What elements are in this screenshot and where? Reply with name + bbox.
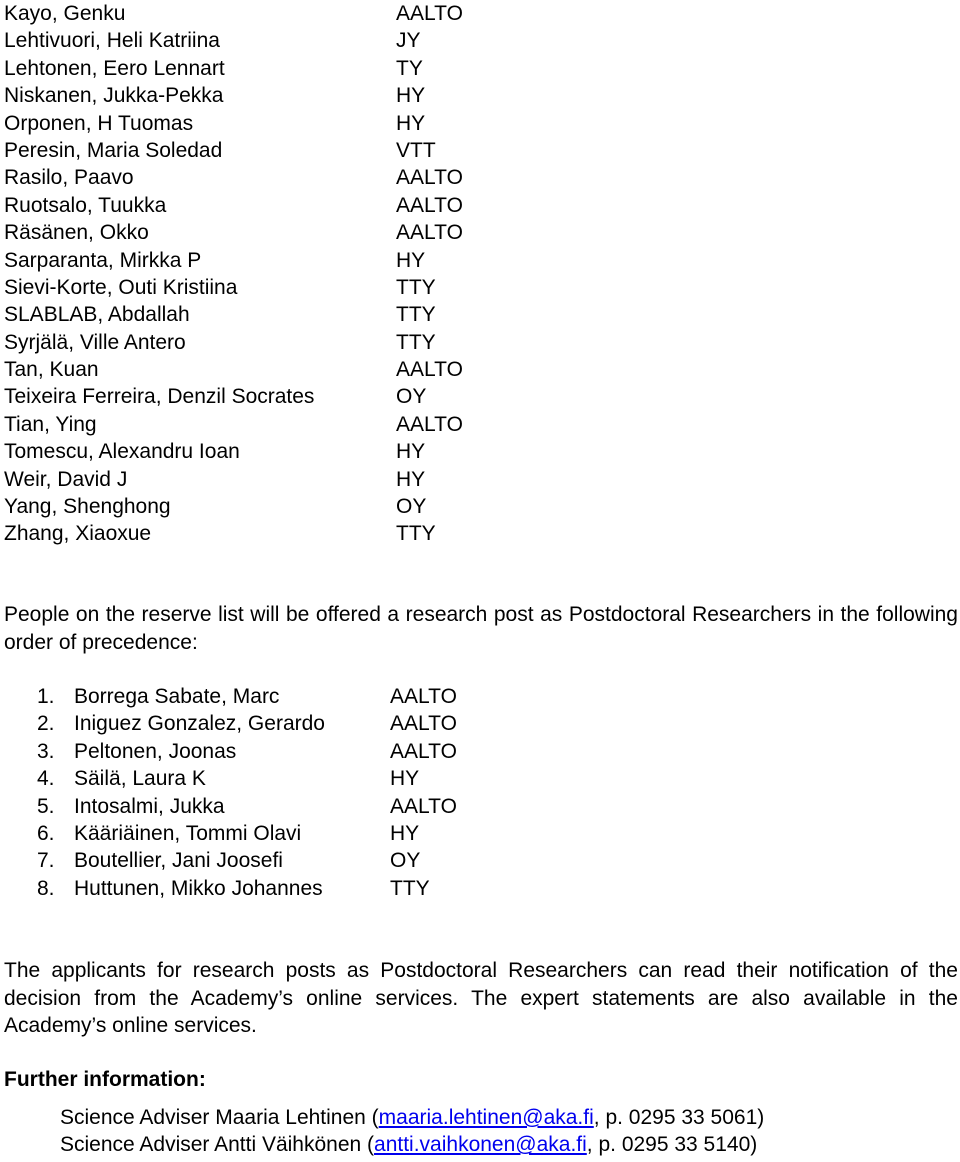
organisation: OY	[396, 385, 427, 409]
notification-paragraph: The applicants for research posts as Postdoctoral Researchers can read their notification of the decision from the Academy’s online services. The expert statements are also available in the Academy’s online services.	[4, 959, 958, 1037]
email-link[interactable]: antti.vaihkonen@aka.fi	[374, 1133, 587, 1157]
rank-number: 5.	[37, 794, 55, 818]
researcher-name: SLABLAB, Abdallah	[4, 303, 190, 327]
organisation: OY	[396, 495, 427, 519]
rank-number: 6.	[37, 821, 55, 845]
organisation: JY	[396, 29, 421, 53]
organisation: HY	[396, 248, 426, 272]
contact-text: Science Adviser Antti Väihkönen (	[60, 1133, 375, 1157]
organisation: HY	[396, 440, 426, 464]
organisation: AALTO	[390, 739, 457, 763]
researcher-name: Niskanen, Jukka-Pekka	[4, 84, 224, 108]
organisation: AALTO	[396, 2, 463, 25]
researcher-name: Kääriäinen, Tommi Olavi	[74, 821, 302, 845]
rank-number: 4.	[37, 767, 55, 791]
rank-number: 3.	[37, 739, 55, 763]
researcher-name: Boutellier, Jani Joosefi	[74, 849, 283, 873]
organisation: TTY	[396, 303, 436, 327]
researcher-name: Peresin, Maria Soledad	[4, 138, 223, 162]
researcher-name: Tian, Ying	[4, 412, 97, 436]
email-link[interactable]: maaria.lehtinen@aka.fi	[378, 1106, 594, 1129]
researcher-name: Tomescu, Alexandru Ioan	[4, 440, 240, 464]
organisation: AALTO	[390, 794, 457, 818]
organisation: AALTO	[396, 166, 463, 190]
organisation: AALTO	[390, 712, 457, 736]
organisation: VTT	[396, 138, 436, 162]
organisation: AALTO	[390, 685, 457, 708]
researcher-name: Syrjälä, Ville Antero	[4, 330, 186, 354]
organisation: HY	[396, 84, 426, 108]
organisation: AALTO	[396, 221, 463, 245]
organisation: HY	[396, 111, 426, 135]
researcher-name: Lehtonen, Eero Lennart	[4, 56, 225, 80]
rank-number: 7.	[37, 849, 55, 873]
researcher-name: Yang, Shenghong	[4, 495, 171, 519]
contact-phone: , p. 0295 33 5140)	[586, 1133, 758, 1157]
researcher-name: Tan, Kuan	[4, 358, 99, 382]
researcher-name: Sarparanta, Mirkka P	[4, 248, 202, 272]
researcher-name: Rasilo, Paavo	[4, 166, 134, 190]
contact-phone: , p. 0295 33 5061)	[593, 1106, 765, 1129]
organisation: AALTO	[396, 358, 463, 382]
researcher-name: Kayo, Genku	[4, 2, 126, 25]
organisation: TTY	[396, 275, 436, 299]
researcher-name: Iniguez Gonzalez, Gerardo	[74, 712, 325, 736]
researcher-name: Sievi-Korte, Outi Kristiina	[4, 275, 238, 299]
researcher-name: Teixeira Ferreira, Denzil Socrates	[4, 385, 315, 409]
contact-text: Science Adviser Maaria Lehtinen (	[60, 1106, 379, 1129]
further-information-heading: Further information:	[4, 1068, 206, 1091]
researcher-name: Orponen, H Tuomas	[4, 111, 194, 135]
organisation: TTY	[396, 330, 436, 354]
researcher-name: Zhang, Xiaoxue	[4, 522, 152, 546]
contact-list	[60, 1104, 764, 1159]
rank-number: 1.	[37, 685, 55, 708]
organisation: TY	[396, 56, 423, 80]
reserve-list-intro: People on the reserve list will be offered a research post as Postdoctoral Researchers in the following order of precedence:	[4, 603, 958, 654]
researcher-name: Borrega Sabate, Marc	[74, 685, 280, 708]
organisation: TTY	[390, 876, 430, 900]
organisation: HY	[390, 767, 420, 791]
researcher-name: Räsänen, Okko	[4, 221, 149, 245]
rank-number: 2.	[37, 712, 55, 736]
organisation: HY	[396, 467, 426, 491]
organisation: AALTO	[396, 412, 463, 436]
researcher-name: Säilä, Laura K	[74, 767, 206, 791]
contact-line	[60, 1131, 764, 1158]
researcher-name: Lehtivuori, Heli Katriina	[4, 29, 220, 53]
researcher-name: Huttunen, Mikko Johannes	[74, 876, 323, 900]
researcher-name: Peltonen, Joonas	[74, 739, 237, 763]
rank-number: 8.	[37, 876, 55, 900]
researcher-name: Ruotsalo, Tuukka	[4, 193, 167, 217]
researcher-name: Weir, David J	[4, 467, 128, 491]
organisation: TTY	[396, 522, 436, 546]
contact-line	[60, 1104, 764, 1131]
researcher-name: Intosalmi, Jukka	[74, 794, 225, 818]
organisation: AALTO	[396, 193, 463, 217]
organisation: HY	[390, 821, 420, 845]
organisation: OY	[390, 849, 421, 873]
